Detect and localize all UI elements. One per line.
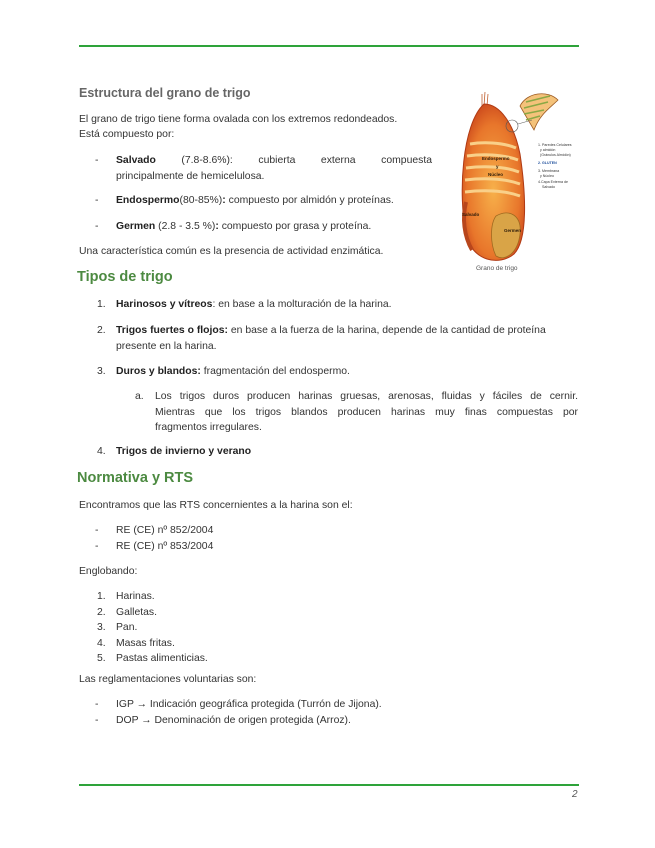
figure-legend — [538, 143, 572, 189]
legend-3: 3. Membrana — [538, 169, 560, 173]
label-germ: Germen — [504, 228, 522, 233]
top-rule — [79, 45, 579, 47]
rules-intro: Encontramos que las RTS concernientes a la harina son el: — [79, 500, 353, 511]
sub-line-1: Los trigos duros producen harinas gruesas, arenosas, fluidas y fáciles de cernir. — [155, 391, 578, 402]
type-item-3 — [79, 364, 350, 380]
page-number: 2 — [572, 789, 578, 800]
type-rest: en base a la fuerza de la harina, depende de la cantidad de proteína — [228, 325, 546, 336]
structure-heading: Estructura del grano de trigo — [79, 86, 251, 100]
word-cubierta: cubierta — [258, 155, 296, 166]
rest-endospermo: compuesto por almidón y proteínas. — [225, 195, 394, 206]
legend-1: 1. Paredes Celulares — [538, 143, 572, 147]
word-compuesta: compuesta — [381, 155, 432, 166]
word-externa: externa — [320, 155, 356, 166]
rules-heading: Normativa y RTS — [77, 470, 194, 486]
covered-item: Masas fritas. — [116, 637, 175, 649]
term-endospermo: Endospermo — [116, 195, 180, 206]
rts-item: RE (CE) nº 853/2004 — [116, 540, 214, 552]
wheat-grain-figure — [452, 84, 582, 274]
covered-item: Galletas. — [116, 606, 158, 618]
colon: : — [215, 221, 219, 232]
arrow-icon: → — [136, 699, 147, 710]
structure-closing: Una característica común es la presencia de actividad enzimática. — [79, 246, 384, 257]
label-y: y — [496, 164, 499, 169]
bullet-dash: - — [95, 195, 99, 206]
covering-label: Englobando: — [79, 566, 138, 577]
wheat-grain-illustration — [452, 84, 582, 274]
type-rest: : en base a la molturación de la harina. — [212, 299, 392, 310]
legend-4: 4.Capa Externa de — [538, 180, 568, 184]
detail-germen: (2.8 - 3.5 %) — [155, 221, 216, 232]
sub-line-3: fragmentos irregulares. — [155, 422, 262, 433]
term-salvado: Salvado — [116, 155, 156, 166]
type-line-2: presente en la harina. — [116, 340, 217, 352]
covered-item: Pan. — [116, 622, 138, 633]
rts-list — [79, 523, 213, 554]
label-nucleus: Núcleo — [488, 172, 504, 177]
type-item-2 — [79, 323, 546, 354]
legend-1b: y almidón — [540, 148, 556, 152]
type-rest: fragmentación del endospermo. — [200, 366, 350, 377]
covered-list — [79, 589, 208, 667]
type-item-1 — [79, 297, 392, 313]
label-endosperm: Endospermo — [482, 156, 510, 161]
detail-salvado: (7.8-8.6%): — [181, 155, 233, 166]
type-term: Trigos fuertes o flojos: — [116, 325, 228, 336]
term-germen: Germen — [116, 221, 156, 232]
list-item: 5. Pastas alimenticias. — [79, 651, 208, 667]
bottom-rule — [79, 784, 579, 786]
type-term: Duros y blandos: — [116, 366, 201, 377]
item-number: 2. — [97, 325, 106, 336]
arrow-icon: → — [141, 714, 152, 726]
label-bran: Salvado — [462, 212, 480, 217]
legend-4b: Salvado — [542, 185, 555, 189]
type-item-4 — [79, 444, 251, 460]
voluntary-code: DOP — [116, 714, 139, 726]
voluntary-label: Las reglamentaciones voluntarias son: — [79, 674, 257, 685]
item-number: 4. — [97, 446, 106, 457]
legend-2: 2. GLUTEN — [538, 161, 557, 165]
colon: : — [222, 195, 226, 206]
sub-letter: a. — [135, 391, 144, 402]
rest-germen: compuesto por grasa y proteína. — [218, 221, 372, 232]
list-item-germen — [79, 219, 371, 235]
covered-item: Pastas alimenticias. — [116, 653, 208, 664]
type-term: Harinosos y vítreos — [116, 299, 213, 310]
type-subitem-a — [135, 389, 578, 436]
list-item: 3. Pan. — [79, 620, 208, 636]
detail-endospermo: (80-85%) — [179, 195, 223, 206]
legend-1c: (Gránulos Almidón) — [540, 153, 571, 157]
list-item: 2. Galletas. — [79, 605, 208, 621]
sub-line-2: Mientras que los trigos blandos producen harinas muy finas compuestas por — [155, 406, 578, 418]
type-term: Trigos de invierno y verano — [116, 446, 252, 457]
list-item: 1. Harinas. — [79, 589, 208, 605]
item-number: 1. — [97, 299, 106, 310]
covered-item: Harinas. — [116, 591, 155, 602]
voluntary-text: Indicación geográfica protegida (Turrón de Jijona). — [149, 699, 382, 710]
bullet-dash: - — [95, 221, 99, 232]
list-item: - RE (CE) nº 853/2004 — [79, 539, 213, 555]
structure-intro-1: El grano de trigo tiene forma ovalada con los extremos redondeados. — [79, 114, 398, 125]
legend-3b: y Núcleo — [540, 174, 554, 178]
list-item: 4. Masas fritas. — [79, 636, 208, 652]
item-number: 3. — [97, 366, 106, 377]
voluntary-text: Denominación de origen protegida (Arroz). — [154, 714, 351, 726]
salvado-line-2: principalmente de hemicelulosa. — [116, 170, 265, 182]
voluntary-code: IGP — [116, 699, 134, 710]
types-heading: Tipos de trigo — [77, 269, 173, 285]
list-item: - DOP → Denominación de origen protegida (Arroz). — [95, 714, 351, 726]
list-item: - IGP → Indicación geográfica protegida (Turrón de Jijona). — [95, 699, 382, 710]
bullet-dash: - — [95, 155, 99, 166]
structure-intro-2: Está compuesto por: — [79, 129, 175, 140]
list-item-salvado — [79, 153, 432, 184]
list-item-endospermo — [79, 193, 394, 209]
voluntary-list — [79, 697, 382, 728]
rts-item: RE (CE) nº 852/2004 — [116, 525, 214, 536]
list-item: - RE (CE) nº 852/2004 — [79, 523, 213, 539]
figure-caption: Grano de trigo — [476, 265, 518, 272]
